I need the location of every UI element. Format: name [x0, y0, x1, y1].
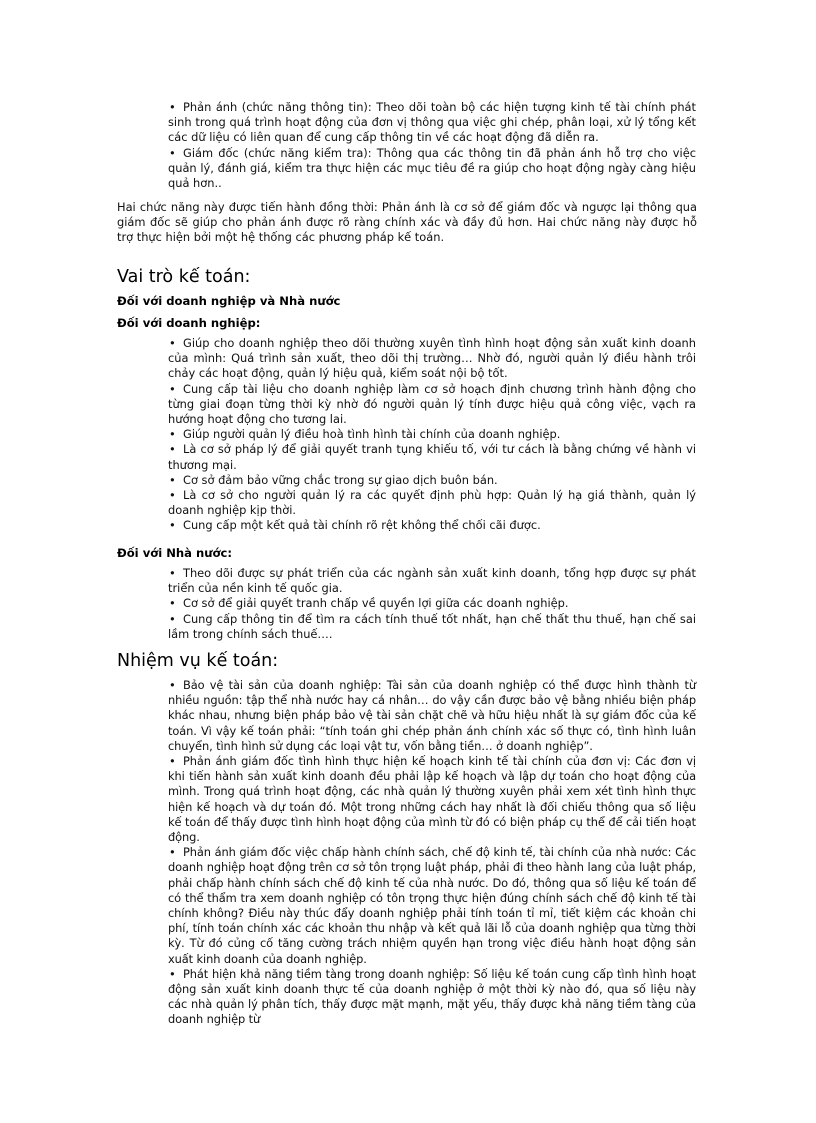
list-item: [168, 845, 696, 967]
enterprise-heading: Đối với doanh nghiệp:: [117, 316, 261, 330]
bullet-icon: •: [169, 596, 176, 611]
bullet-icon: •: [169, 145, 176, 160]
list-item: [168, 473, 696, 488]
list-item: [168, 336, 696, 382]
bullet-icon: •: [169, 442, 176, 457]
bullet-icon: •: [169, 754, 176, 769]
list-item-text: Cung cấp một kết quả tài chính rõ rệt không thể chối cãi được.: [183, 518, 541, 533]
list-item: [168, 596, 696, 611]
bullet-icon: •: [169, 845, 176, 860]
duty-list: [168, 678, 696, 1028]
list-item-text: Bảo vệ tài sản của doanh nghiệp: Tài sản của doanh nghiệp có thể được hình thành từ nhiều nguồn: tập thể nhà nước hay cá nhân… do vậy cần được bảo vệ bằng nhiều biện pháp khác nhau, nhưng biện pháp bảo vệ tài sản chặt chẽ và hữu hiệu nhất là sự giám đốc của kế toán. Vì vậy kế toán phải: “tính toán ghi chép phản ánh chính xác số thực có, tình hình luân chuyển, tình hình sử dụng các loại vật tư, vốn bằng tiền… ở doanh nghiệp”.: [168, 678, 696, 753]
state-role-list: [168, 566, 696, 642]
bullet-icon: •: [169, 472, 176, 487]
list-item: [168, 612, 696, 642]
bullet-icon: •: [169, 381, 176, 396]
bullet-icon: •: [169, 100, 176, 114]
list-item: [168, 146, 696, 192]
list-item-text: Là cơ sở cho người quản lý ra các quyết định phù hợp: Quản lý hạ giá thành, quản lý doanh nghiệp kịp thời.: [168, 488, 696, 518]
list-item: [168, 967, 696, 1028]
state-heading: Đối với Nhà nước:: [117, 546, 233, 560]
list-item-text: Giám đốc (chức năng kiểm tra): Thông qua các thông tin đã phản ánh hỗ trợ cho việc quản lý, đánh giá, kiểm tra thực hiện các mục tiêu đề ra giúp cho hoạt động ngày càng hiệu quả hơn..: [168, 145, 696, 191]
list-item: [168, 488, 696, 518]
enterprise-role-list: [168, 336, 696, 534]
bullet-icon: •: [169, 966, 176, 981]
intro-paragraph: Hai chức năng này được tiến hành đồng thời: Phản ánh là cơ sở để giám đốc và ngược lại thông qua giám đốc sẽ giúp cho phản ánh được rõ ràng chính xác và đầy đủ hơn. Hai chức năng này được hỗ trợ thực hiện bởi một hệ thống các phương pháp kế toán.: [117, 200, 697, 245]
list-item: [168, 382, 696, 428]
intro-function-list: [168, 100, 696, 191]
list-item: [168, 678, 696, 754]
section-duty-title: Nhiệm vụ kế toán:: [117, 651, 279, 671]
list-item-text: Theo dõi được sự phát triển của các ngành sản xuất kinh doanh, tổng hợp được sự phát triển của nền kinh tế quốc gia.: [168, 566, 696, 596]
list-item-text: Giúp người quản lý điều hoà tình hình tài chính của doanh nghiệp.: [183, 427, 561, 442]
list-item-text: Cung cấp thông tin để tìm ra cách tính thuế tốt nhất, hạn chế thất thu thuế, hạn chế sai lầm trong chính sách thuế….: [168, 611, 696, 641]
list-item-text: Cơ sở đảm bảo vững chắc trong sự giao dịch buôn bán.: [183, 472, 498, 487]
bullet-icon: •: [169, 566, 176, 580]
list-item-text: Cơ sở để giải quyết tranh chấp về quyền lợi giữa các doanh nghiệp.: [183, 596, 569, 611]
list-item-text: Cung cấp tài liệu cho doanh nghiệp làm cơ sở hoạch định chương trình hành động cho từng giai đoạn từng thời kỳ nhờ đó người quản lý tính được hiệu quả công việc, vạch ra hướng hoạt động cho tương lai.: [168, 381, 696, 427]
list-item-text: Giúp cho doanh nghiệp theo dõi thường xuyên tình hình hoạt động sản xuất kinh doanh của mình: Quá trình sản xuất, theo dõi thị trường… Nhờ đó, người quản lý điều hành trôi chảy các hoạt động, quản lý hiệu quả, kiểm soát nội bộ tốt.: [168, 336, 696, 381]
bullet-icon: •: [169, 518, 176, 533]
list-item-text: Phản ánh giám đốc việc chấp hành chính sách, chế độ kinh tế, tài chính của nhà nước: Các doanh nghiệp hoạt động trên cơ sở tôn trọng luật pháp, phải đi theo hành lang của luật pháp, phải chấp hành chính sách chế độ kinh tế của nhà nước. Do đó, thông qua số liệu kế toán để có thể thẩm tra xem doanh nghiệp có tôn trọng thực hiện đúng chính sách chế độ kinh tế tài chính không? Điều này thúc đẩy doanh nghiệp phải tính toán tỉ mỉ, tiết kiệm các khoản chi phí, tính toán chính xác các khoản thu nhập và kết quả lãi lỗ của doanh nghiệp qua từng thời kỳ. Từ đó củng cố tăng cường trách nhiệm quyền hạn trong việc điều hành hoạt động sản xuất kinh doanh của doanh nghiệp.: [168, 845, 696, 966]
list-item-text: Phát hiện khả năng tiềm tàng trong doanh nghiệp: Số liệu kế toán cung cấp tình hình hoạt động sản xuất kinh doanh thực tế của doanh nghiệp ở một thời kỳ nào đó, qua số liệu này các nhà quản lý phân tích, thấy được mặt mạnh, mặt yếu, thấy được khả năng tiềm tàng của doanh nghiệp từ: [168, 966, 696, 1027]
bullet-icon: •: [169, 678, 176, 692]
list-item: [168, 442, 696, 472]
list-item-text: Phản ánh giám đốc tình hình thực hiện kế hoạch kinh tế tài chính của đơn vị: Các đơn vị khi tiến hành sản xuất kinh doanh đều phải lập kế hoạch và lập dự toán cho hoạt động của mình. Trong quá trình hoạt động, các nhà quản lý thường xuyên phải xem xét tình hình thực hiện kế hoạch và dự toán đó. Một trong những cách hay nhất là đối chiếu thông qua số liệu kế toán để thấy được tình hình hoạt động của mình từ đó có biện pháp cụ thể để cải tiến hoạt động.: [168, 754, 696, 845]
list-item: [168, 566, 696, 596]
bullet-icon: •: [169, 488, 176, 503]
list-item: [168, 518, 696, 533]
section-role-subtitle: Đối với doanh nghiệp và Nhà nước: [117, 294, 341, 308]
bullet-icon: •: [169, 427, 176, 442]
list-item: [168, 100, 696, 146]
bullet-icon: •: [169, 611, 176, 626]
list-item: [168, 427, 696, 442]
list-item-text: Là cơ sở pháp lý để giải quyết tranh tụng khiếu tố, với tư cách là bằng chứng về hành vi thương mại.: [168, 442, 696, 472]
bullet-icon: •: [169, 336, 176, 350]
list-item: [168, 754, 696, 845]
list-item-text: Phản ánh (chức năng thông tin): Theo dõi toàn bộ các hiện tượng kinh tế tài chính phát sinh trong quá trình hoạt động của đơn vị thông qua việc ghi chép, phân loại, xử lý tổng kết các dữ liệu có liên quan để cung cấp thông tin về các hoạt động đã diễn ra.: [168, 100, 696, 145]
section-role-title: Vai trò kế toán:: [117, 267, 251, 287]
